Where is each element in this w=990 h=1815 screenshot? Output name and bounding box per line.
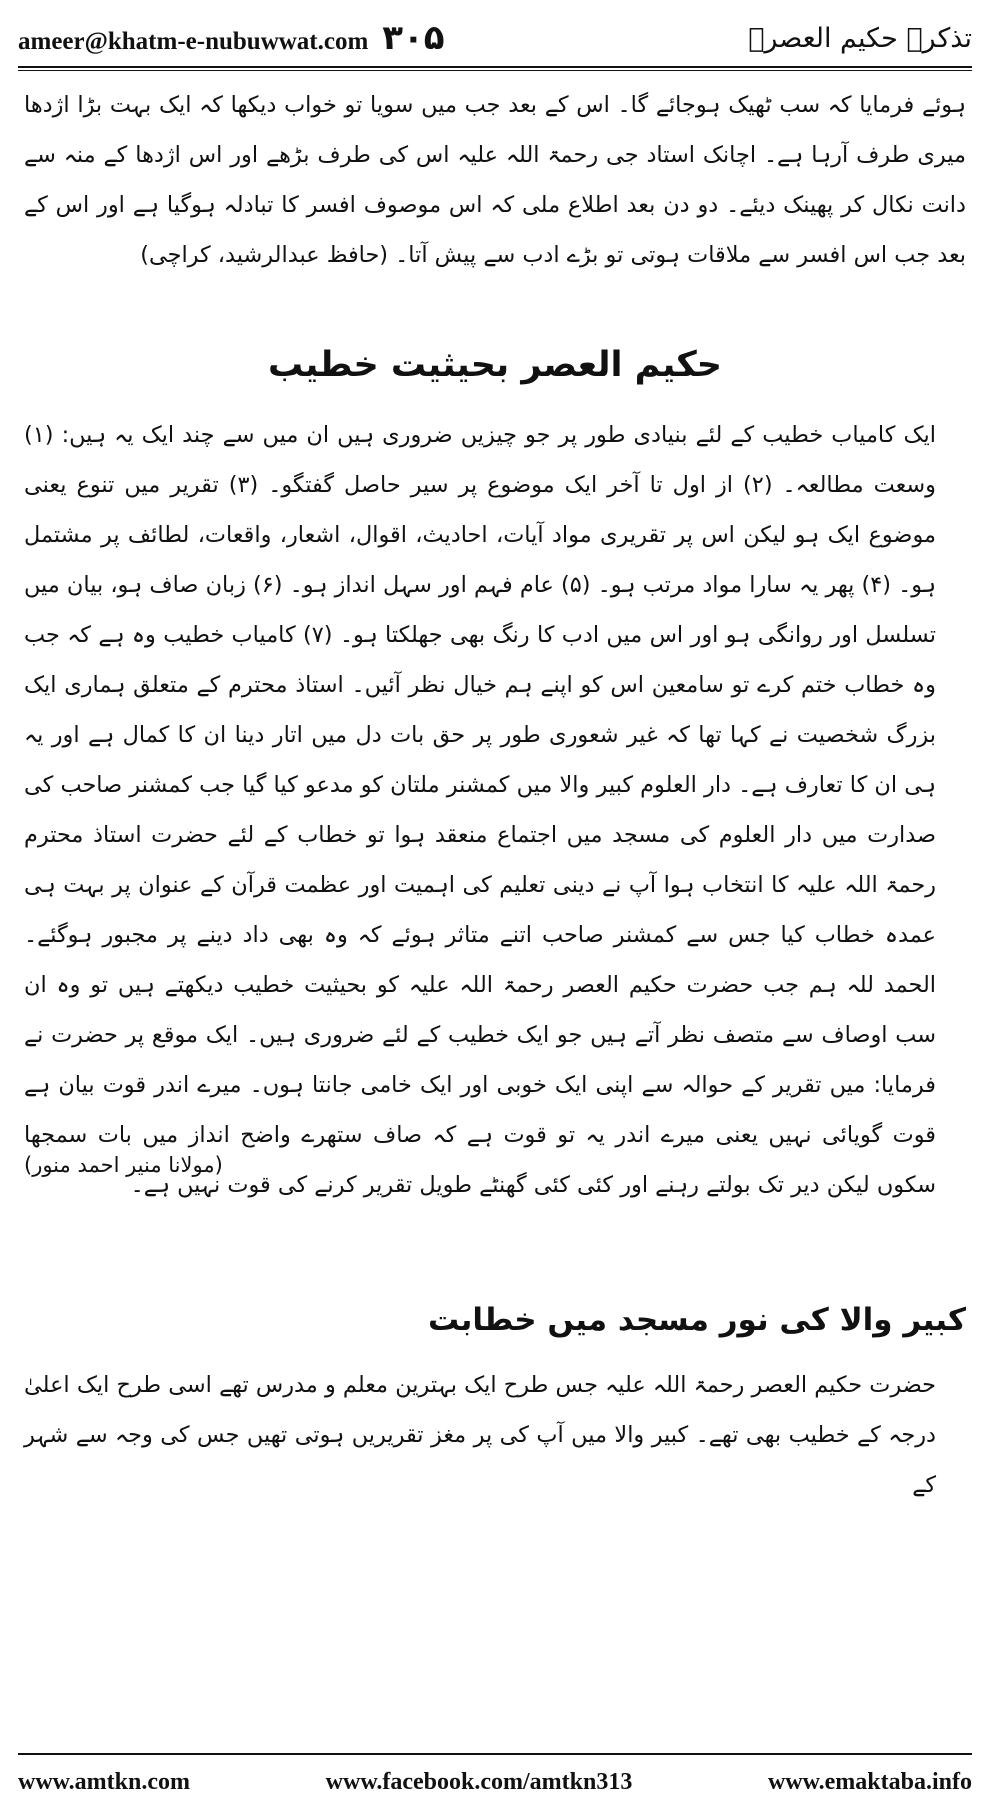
header-rule <box>18 66 972 68</box>
page-header <box>18 16 972 60</box>
header-rule-thin <box>18 70 972 71</box>
attribution-munir-ahmad: (مولانا منیر احمد منور) <box>24 1153 223 1177</box>
page-number: ۳۰۵ <box>382 18 445 58</box>
paragraph-noor-masjid: حضرت حکیم العصر رحمۃ اللہ علیہ جس طرح ایک بہترین معلم و مدرس تھے اسی طرح ایک اعلیٰ درجہ کے خطیب بھی تھے۔ کبیر والا میں آپ کی پر مغز تقریریں ہوتی تھیں جس کی وجہ سے شہر کے <box>24 1372 936 1498</box>
section-heading-noor-masjid: کبیر والا کی نور مسجد میں خطابت <box>427 1302 966 1338</box>
header-email[interactable]: ameer@khatm-e-nubuwwat.com <box>18 28 369 55</box>
paragraph-qualities-of-khatib: ایک کامیاب خطیب کے لئے بنیادی طور پر جو چیزیں ضروری ہیں ان میں سے چند ایک یہ ہیں: (۱) وسعت مطالعہ۔ (۲) از اول تا آخر ایک موضوع پر سیر حاصل گفتگو۔ (۳) تقریر میں تنوع یعنی موضوع ایک ہو لیکن اس پر تقریری مواد آیات، احادیث، اقوال، اشعار، واقعات، لطائف پر مشتمل ہو۔ (۴) پھر یہ سارا مواد مرتب ہو۔ (۵) عام فہم اور سہل انداز ہو۔ (۶) زبان صاف ہو، بیان میں تسلسل اور روانگی ہو اور اس میں ادب کا رنگ بھی جھلکتا ہو۔ (۷) کامیاب خطیب وہ ہے کہ جب وہ خطاب ختم کرے تو سامعین اس کو اپنے ہم خیال نظر آئیں۔ استاذ محترم کے متعلق ہماری ایک بزرگ شخصیت نے کہا تھا کہ غیر شعوری طور پر حق بات دل میں اتار دینا ان کا کمال ہے اور یہ ہی ان کا تعارف ہے۔ دار العلوم کبیر والا میں کمشنر ملتان کو مدعو کیا گیا جب کمشنر صاحب کی صدارت میں دار العلوم کی مسجد میں اجتماع منعقد ہوا تو خطاب کے لئے حضرت استاذ محترم رحمۃ اللہ علیہ کا انتخاب ہوا آپ نے دینی تعلیم کی اہمیت اور عظمت قرآن کے عنوان پر بہت ہی عمدہ خطاب کیا جس سے کمشنر صاحب اتنے متاثر ہوئے کہ وہ بھی داد دینے پر مجبور ہوگئے۔ الحمد للہ ہم جب حضرت حکیم العصر رحمۃ اللہ علیہ کو بحیثیت خطیب دیکھتے ہیں تو وہ ان سب اوصاف سے متصف نظر آتے ہیں جو ایک خطیب کے لئے ضروری ہیں۔ ایک موقع پر حضرت نے فرمایا: میں تقریر کے حوالہ سے اپنی ایک خوبی اور ایک خامی جانتا ہوں۔ میرے اندر قوت بیان ہے قوت گویائی نہیں یعنی میرے اندر یہ تو قوت ہے کہ صاف ستھرے واضح انداز میں بات سمجھا سکوں لیکن دیر تک بولتے رہنے اور کئی کئی گھنٹے طویل تقریر کرنے کی قوت نہیں ہے۔ <box>24 422 936 1198</box>
book-title: تذکرہ حکیم العصرؒ <box>748 22 972 54</box>
footer-link-amtkn[interactable]: www.amtkn.com <box>18 1768 190 1795</box>
section-heading-khatib: حکیم العصر بحیثیت خطیب <box>268 345 722 385</box>
footer-rule <box>18 1753 972 1755</box>
footer-link-emaktaba[interactable]: www.emaktaba.info <box>767 1768 972 1795</box>
paragraph-dream-story: ہوئے فرمایا کہ سب ٹھیک ہوجائے گا۔ اس کے بعد جب میں سویا تو خواب دیکھا کہ ایک بہت بڑا اژدھا میری طرف آرہا ہے۔ اچانک استاد جی رحمۃ اللہ علیہ اس کی طرف بڑھے اور اس اژدھا کے منہ سے دانت نکال کر پھینک دیئے۔ دو دن بعد اطلاع ملی کہ اس موصوف افسر کا تبادلہ ہوگیا ہے اور اس کے بعد جب اس افسر سے ملاقات ہوتی تو بڑے ادب سے پیش آتا۔ (حافظ عبدالرشید، کراچی) <box>24 92 966 268</box>
page-footer <box>18 1762 972 1802</box>
footer-link-facebook[interactable]: www.facebook.com/amtkn313 <box>325 1768 633 1795</box>
page-body <box>24 80 966 1510</box>
header-left <box>18 18 445 58</box>
